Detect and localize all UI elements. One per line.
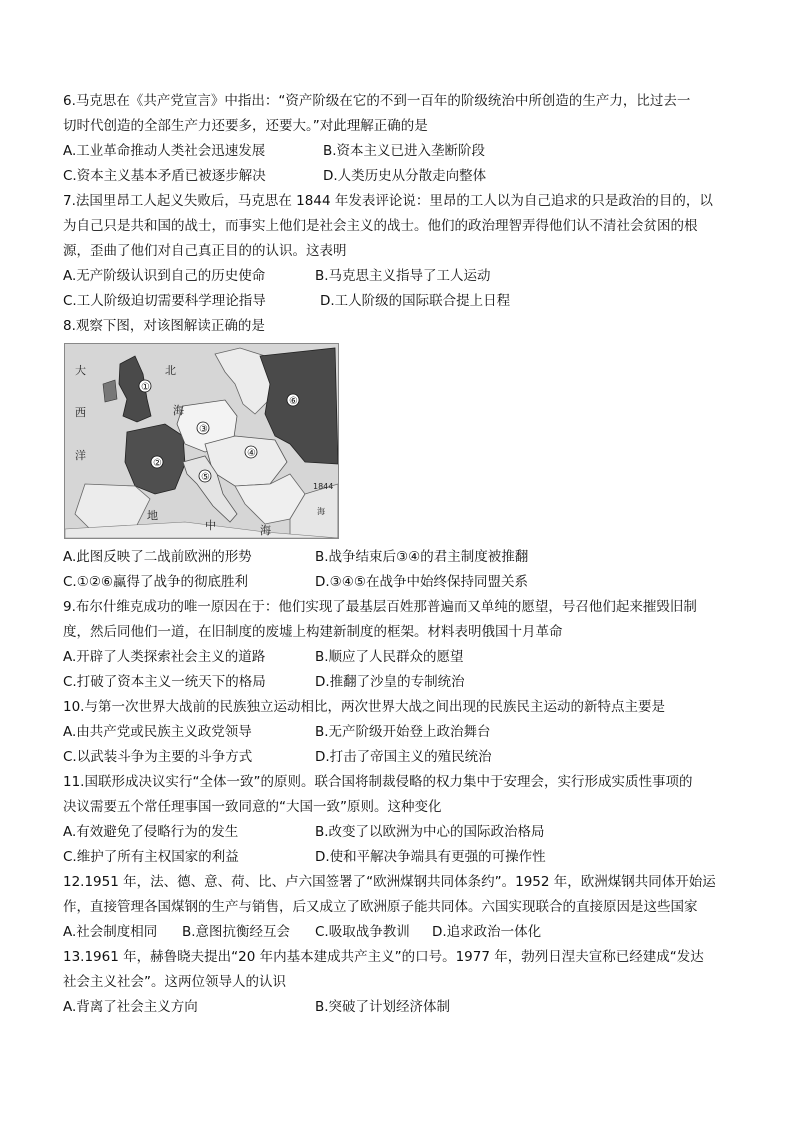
map-label-zhong: 中 bbox=[205, 519, 216, 532]
q9-option-b[interactable]: B.顺应了人民群众的愿望 bbox=[315, 649, 464, 665]
q8-option-c[interactable]: C.①②⑥赢得了战争的彻底胜利 bbox=[63, 574, 249, 590]
q9-stem-line-2: 度，然后同他们一道，在旧制度的废墟上构建新制度的框架。材料表明俄国十月革命 bbox=[63, 624, 563, 640]
q8-stem-line-1: 8.观察下图，对该图解读正确的是 bbox=[63, 318, 265, 334]
q8-option-a[interactable]: A.此图反映了二战前欧洲的形势 bbox=[63, 549, 252, 565]
q6-stem-line-2: 切时代创造的全部生产力还要多，还要大。”对此理解正确的是 bbox=[63, 118, 428, 134]
q7-stem-line-2: 为自己只是共和国的战士，而事实上他们是社会主义的战士。他们的政治理智弄得他们认不清社会贫困的根 bbox=[63, 218, 698, 234]
map-label-hai2: 海 bbox=[260, 524, 271, 537]
map-label-di: 地 bbox=[147, 509, 158, 522]
q11-stem-line-1: 11.国联形成决议实行“全体一致”的原则。联合国将制裁侵略的权力集中于安理会，实行形成实质性事项的 bbox=[63, 774, 693, 790]
q7-option-d[interactable]: D.工人阶级的国际联合提上日程 bbox=[320, 293, 511, 309]
ireland-shape bbox=[103, 380, 117, 402]
q9-option-c[interactable]: C.打破了资本主义一统天下的格局 bbox=[63, 674, 266, 690]
q13-stem-line-1: 13.1961 年，赫鲁晓夫提出“20 年内基本建成共产主义”的口号。1977 年，勃列日涅夫宣称已经建成“发达 bbox=[63, 949, 704, 965]
q10-stem-line-1: 10.与第一次世界大战前的民族独立运动相比，两次世界大战之间出现的民族民主运动的新特点主要是 bbox=[63, 699, 665, 715]
map-label-xi: 西 bbox=[75, 406, 86, 419]
q13-option-a[interactable]: A.背离了社会主义方向 bbox=[63, 999, 198, 1015]
q6-option-c[interactable]: C.资本主义基本矛盾已被逐步解决 bbox=[63, 168, 266, 184]
q7-stem-line-1: 7.法国里昂工人起义失败后，马克思在 1844 年发表评论说：里昂的工人以为自己追求的只是政治的目的，以 bbox=[63, 193, 713, 209]
q6-stem-line-1: 6.马克思在《共产党宣言》中指出：“资产阶级在它的不到一百年的阶级统治中所创造的生产力，比过去一 bbox=[63, 93, 691, 109]
q12-stem-line-1: 12.1951 年，法、德、意、荷、比、卢六国签署了“欧洲煤钢共同体条约”。1952 年，欧洲煤钢共同体开始运 bbox=[63, 874, 716, 890]
map-label-hai: 海 bbox=[173, 404, 184, 417]
europe-map bbox=[64, 343, 339, 539]
europe-map-svg bbox=[65, 344, 338, 538]
q10-option-c[interactable]: C.以武装斗争为主要的斗争方式 bbox=[63, 749, 253, 765]
q7-option-c[interactable]: C.工人阶级迫切需要科学理论指导 bbox=[63, 293, 266, 309]
q7-option-a[interactable]: A.无产阶级认识到自己的历史使命 bbox=[63, 268, 266, 284]
q6-option-a[interactable]: A.工业革命推动人类社会迅速发展 bbox=[63, 143, 266, 159]
map-label-yang: 洋 bbox=[75, 449, 86, 462]
q6-option-b[interactable]: B.资本主义已进入垄断阶段 bbox=[323, 143, 486, 159]
q8-option-d[interactable]: D.③④⑤在战争中始终保持同盟关系 bbox=[315, 574, 528, 590]
q11-stem-line-2: 决议需要五个常任理事国一致同意的“大国一致”原则。这种变化 bbox=[63, 799, 442, 815]
q10-option-b[interactable]: B.无产阶级开始登上政治舞台 bbox=[315, 724, 491, 740]
map-marker-6: ⑥ bbox=[289, 396, 298, 407]
q13-stem-line-2: 社会主义社会”。这两位领导人的认识 bbox=[63, 974, 286, 990]
q12-stem-line-2: 作，直接管理各国煤钢的生产与销售，后又成立了欧洲原子能共同体。六国实现联合的直接原因是这些国家 bbox=[63, 899, 698, 915]
q12-option-a[interactable]: A.社会制度相同 bbox=[63, 924, 158, 940]
map-marker-5: ⑤ bbox=[201, 472, 210, 483]
map-label-year: 1844 bbox=[313, 482, 334, 491]
map-label-bei: 北 bbox=[165, 364, 176, 377]
q12-option-c[interactable]: C.吸取战争教训 bbox=[315, 924, 410, 940]
map-marker-4: ④ bbox=[247, 448, 256, 459]
q10-option-a[interactable]: A.由共产党或民族主义政党领导 bbox=[63, 724, 252, 740]
q9-option-a[interactable]: A.开辟了人类探索社会主义的道路 bbox=[63, 649, 266, 665]
q11-option-d[interactable]: D.使和平解决争端具有更强的可操作性 bbox=[315, 849, 546, 865]
map-label-guan: 海 bbox=[317, 507, 325, 516]
q11-option-a[interactable]: A.有效避免了侵略行为的发生 bbox=[63, 824, 239, 840]
map-label-da: 大 bbox=[75, 364, 86, 377]
map-marker-2: ② bbox=[153, 458, 162, 469]
q13-option-b[interactable]: B.突破了计划经济体制 bbox=[315, 999, 451, 1015]
map-marker-1: ① bbox=[141, 382, 150, 393]
q10-option-d[interactable]: D.打击了帝国主义的殖民统治 bbox=[315, 749, 492, 765]
q9-option-d[interactable]: D.推翻了沙皇的专制统治 bbox=[315, 674, 465, 690]
q7-stem-line-3: 源，歪曲了他们对自己真正目的的认识。这表明 bbox=[63, 243, 347, 259]
q11-option-c[interactable]: C.维护了所有主权国家的利益 bbox=[63, 849, 239, 865]
q9-stem-line-1: 9.布尔什维克成功的唯一原因在于：他们实现了最基层百姓那普遍而又单纯的愿望，号召他们起来摧毁旧制 bbox=[63, 599, 697, 615]
q7-option-b[interactable]: B.马克思主义指导了工人运动 bbox=[315, 268, 491, 284]
q8-option-b[interactable]: B.战争结束后③④的君主制度被推翻 bbox=[315, 549, 529, 565]
q12-option-d[interactable]: D.追求政治一体化 bbox=[432, 924, 542, 940]
q12-option-b[interactable]: B.意图抗衡经互会 bbox=[182, 924, 291, 940]
q6-option-d[interactable]: D.人类历史从分散走向整体 bbox=[323, 168, 487, 184]
map-marker-3: ③ bbox=[199, 424, 208, 435]
q11-option-b[interactable]: B.改变了以欧洲为中心的国际政治格局 bbox=[315, 824, 545, 840]
